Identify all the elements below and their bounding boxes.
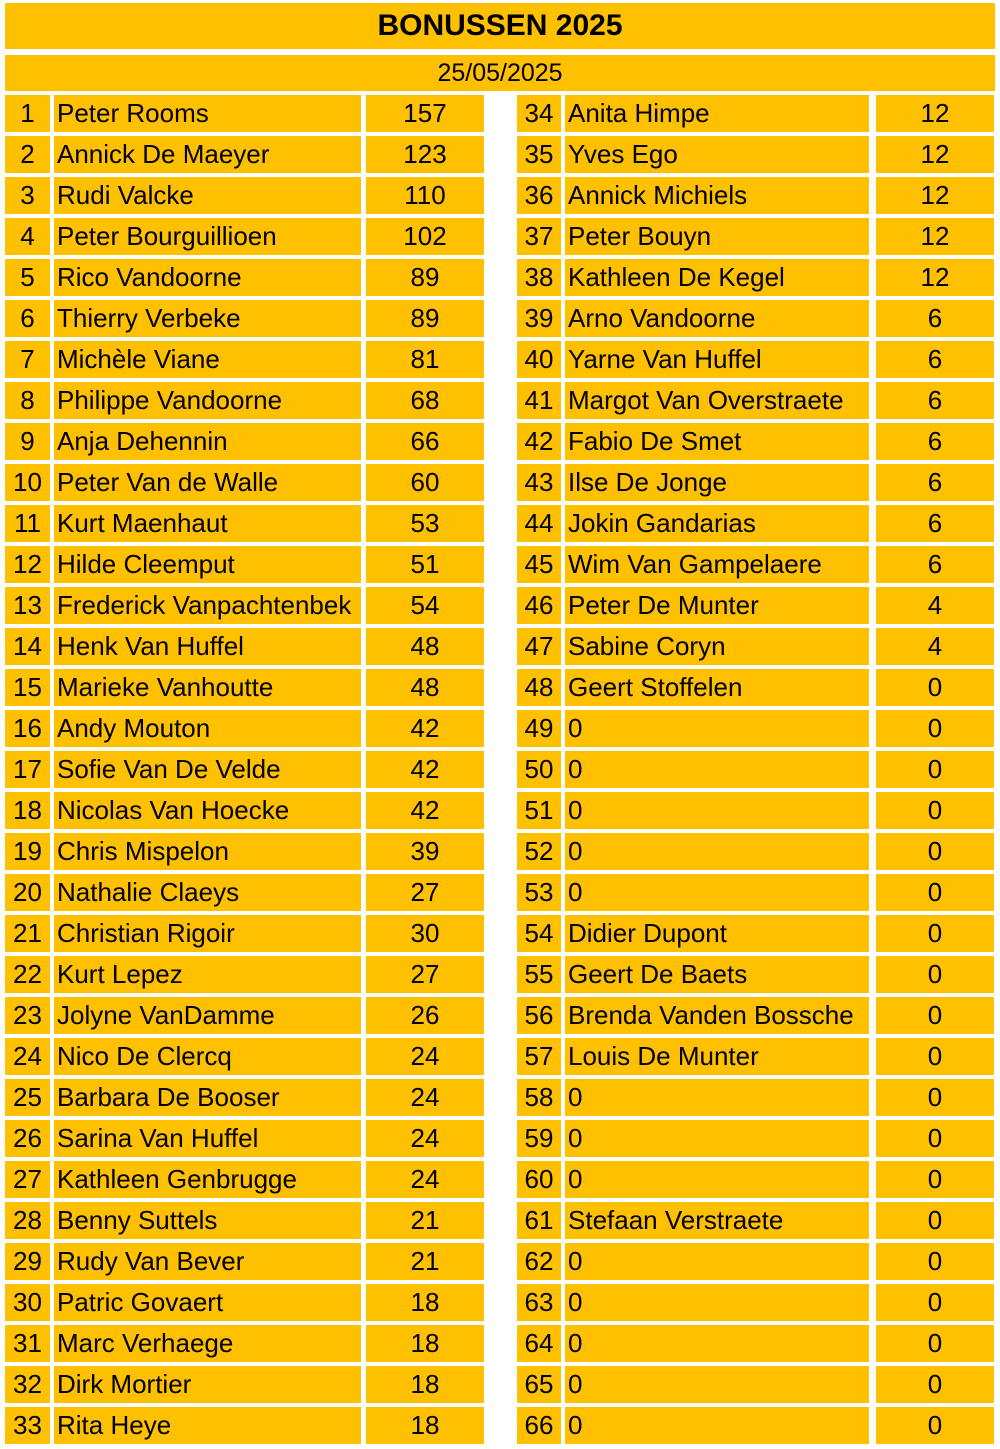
score-cell: 6 (876, 382, 994, 419)
score-cell: 24 (366, 1120, 484, 1157)
score-cell: 30 (366, 915, 484, 952)
table-row (517, 1202, 994, 1239)
table-row (517, 300, 994, 337)
score-cell: 102 (366, 218, 484, 255)
rank-cell: 38 (517, 259, 561, 296)
name-cell: Yves Ego (565, 136, 869, 173)
score-cell: 21 (366, 1243, 484, 1280)
rank-cell: 32 (5, 1366, 50, 1403)
name-cell: Anja Dehennin (54, 423, 361, 460)
table-row (517, 669, 994, 706)
rank-cell: 34 (517, 95, 561, 132)
name-cell: Peter Bouyn (565, 218, 869, 255)
score-cell: 12 (876, 218, 994, 255)
rank-cell: 19 (5, 833, 50, 870)
table-row (517, 464, 994, 501)
table-row (5, 587, 484, 624)
table-row (517, 382, 994, 419)
rank-cell: 66 (517, 1407, 561, 1444)
name-cell: Sarina Van Huffel (54, 1120, 361, 1157)
rank-cell: 1 (5, 95, 50, 132)
score-cell: 18 (366, 1407, 484, 1444)
rank-cell: 49 (517, 710, 561, 747)
table-row (517, 628, 994, 665)
rank-cell: 29 (5, 1243, 50, 1280)
rank-cell: 30 (5, 1284, 50, 1321)
name-cell: Benny Suttels (54, 1202, 361, 1239)
score-cell: 21 (366, 1202, 484, 1239)
rank-cell: 14 (5, 628, 50, 665)
table-row (5, 218, 484, 255)
table-row (5, 1161, 484, 1198)
table-row (517, 956, 994, 993)
name-cell: Geert Stoffelen (565, 669, 869, 706)
score-cell: 0 (876, 1366, 994, 1403)
name-cell: 0 (565, 751, 869, 788)
table-row (517, 259, 994, 296)
rank-cell: 56 (517, 997, 561, 1034)
rank-cell: 13 (5, 587, 50, 624)
table-row (517, 1120, 994, 1157)
table-row (517, 915, 994, 952)
name-cell: Jolyne VanDamme (54, 997, 361, 1034)
name-cell: Rudy Van Bever (54, 1243, 361, 1280)
rank-cell: 61 (517, 1202, 561, 1239)
score-cell: 27 (366, 956, 484, 993)
name-cell: Annick Michiels (565, 177, 869, 214)
score-cell: 0 (876, 669, 994, 706)
rank-cell: 15 (5, 669, 50, 706)
rank-cell: 37 (517, 218, 561, 255)
table-row (5, 874, 484, 911)
name-cell: Sofie Van De Velde (54, 751, 361, 788)
name-cell: 0 (565, 792, 869, 829)
name-cell: Kurt Maenhaut (54, 505, 361, 542)
table-row (5, 341, 484, 378)
name-cell: Michèle Viane (54, 341, 361, 378)
table-row (5, 177, 484, 214)
score-cell: 12 (876, 259, 994, 296)
rank-cell: 6 (5, 300, 50, 337)
table-row (517, 1243, 994, 1280)
name-cell: 0 (565, 874, 869, 911)
score-cell: 123 (366, 136, 484, 173)
rank-cell: 26 (5, 1120, 50, 1157)
table-row (5, 259, 484, 296)
rank-cell: 64 (517, 1325, 561, 1362)
score-cell: 0 (876, 751, 994, 788)
page-title: BONUSSEN 2025 (5, 3, 995, 49)
name-cell: Annick De Maeyer (54, 136, 361, 173)
score-cell: 6 (876, 341, 994, 378)
rank-cell: 48 (517, 669, 561, 706)
rank-cell: 55 (517, 956, 561, 993)
name-cell: Yarne Van Huffel (565, 341, 869, 378)
name-cell: Rita Heye (54, 1407, 361, 1444)
rank-cell: 65 (517, 1366, 561, 1403)
name-cell: Barbara De Booser (54, 1079, 361, 1116)
rank-cell: 25 (5, 1079, 50, 1116)
score-cell: 0 (876, 833, 994, 870)
rank-cell: 2 (5, 136, 50, 173)
score-cell: 12 (876, 95, 994, 132)
table-row (5, 751, 484, 788)
name-cell: Geert De Baets (565, 956, 869, 993)
rank-cell: 58 (517, 1079, 561, 1116)
name-cell: Wim Van Gampelaere (565, 546, 869, 583)
rank-cell: 28 (5, 1202, 50, 1239)
rank-cell: 42 (517, 423, 561, 460)
score-cell: 6 (876, 505, 994, 542)
rank-cell: 41 (517, 382, 561, 419)
name-cell: 0 (565, 1079, 869, 1116)
score-cell: 27 (366, 874, 484, 911)
rank-cell: 53 (517, 874, 561, 911)
rank-cell: 62 (517, 1243, 561, 1280)
ranking-column-right (517, 95, 994, 1448)
rank-cell: 47 (517, 628, 561, 665)
table-row (5, 669, 484, 706)
name-cell: Brenda Vanden Bossche (565, 997, 869, 1034)
table-row (5, 956, 484, 993)
table-row (5, 628, 484, 665)
name-cell: Henk Van Huffel (54, 628, 361, 665)
table-row (517, 1161, 994, 1198)
score-cell: 4 (876, 587, 994, 624)
rank-cell: 46 (517, 587, 561, 624)
rank-cell: 12 (5, 546, 50, 583)
table-row (5, 423, 484, 460)
score-cell: 39 (366, 833, 484, 870)
score-cell: 0 (876, 1038, 994, 1075)
score-cell: 26 (366, 997, 484, 1034)
score-cell: 89 (366, 300, 484, 337)
score-cell: 18 (366, 1366, 484, 1403)
score-cell: 24 (366, 1079, 484, 1116)
rank-cell: 3 (5, 177, 50, 214)
rank-cell: 24 (5, 1038, 50, 1075)
rank-cell: 43 (517, 464, 561, 501)
table-row (517, 997, 994, 1034)
score-cell: 0 (876, 1120, 994, 1157)
name-cell: Thierry Verbeke (54, 300, 361, 337)
name-cell: Peter Van de Walle (54, 464, 361, 501)
score-cell: 51 (366, 546, 484, 583)
name-cell: Patric Govaert (54, 1284, 361, 1321)
score-cell: 0 (876, 710, 994, 747)
score-cell: 54 (366, 587, 484, 624)
table-row (517, 218, 994, 255)
rank-cell: 44 (517, 505, 561, 542)
score-cell: 0 (876, 1079, 994, 1116)
name-cell: Stefaan Verstraete (565, 1202, 869, 1239)
score-cell: 6 (876, 300, 994, 337)
table-row (5, 792, 484, 829)
name-cell: Sabine Coryn (565, 628, 869, 665)
name-cell: 0 (565, 1120, 869, 1157)
name-cell: Fabio De Smet (565, 423, 869, 460)
score-cell: 66 (366, 423, 484, 460)
name-cell: Peter De Munter (565, 587, 869, 624)
table-row (5, 997, 484, 1034)
rank-cell: 5 (5, 259, 50, 296)
table-row (5, 1366, 484, 1403)
score-cell: 42 (366, 792, 484, 829)
rank-cell: 59 (517, 1120, 561, 1157)
ranking-column-left (5, 95, 484, 1448)
rank-cell: 54 (517, 915, 561, 952)
rank-cell: 40 (517, 341, 561, 378)
name-cell: Kathleen De Kegel (565, 259, 869, 296)
name-cell: Nicolas Van Hoecke (54, 792, 361, 829)
score-cell: 0 (876, 792, 994, 829)
score-cell: 0 (876, 997, 994, 1034)
rank-cell: 63 (517, 1284, 561, 1321)
table-row (517, 423, 994, 460)
table-row (5, 546, 484, 583)
table-row (517, 1284, 994, 1321)
table-row (5, 464, 484, 501)
score-cell: 157 (366, 95, 484, 132)
rank-cell: 50 (517, 751, 561, 788)
score-cell: 0 (876, 874, 994, 911)
name-cell: Rico Vandoorne (54, 259, 361, 296)
table-row (5, 1325, 484, 1362)
name-cell: 0 (565, 1366, 869, 1403)
table-row (517, 792, 994, 829)
table-row (5, 1038, 484, 1075)
name-cell: 0 (565, 833, 869, 870)
rank-cell: 18 (5, 792, 50, 829)
table-row (517, 1407, 994, 1444)
table-row (5, 1284, 484, 1321)
name-cell: Anita Himpe (565, 95, 869, 132)
table-row (5, 1243, 484, 1280)
score-cell: 24 (366, 1038, 484, 1075)
table-row (517, 1366, 994, 1403)
score-cell: 18 (366, 1325, 484, 1362)
score-cell: 0 (876, 915, 994, 952)
rank-cell: 31 (5, 1325, 50, 1362)
score-cell: 0 (876, 1325, 994, 1362)
name-cell: Marieke Vanhoutte (54, 669, 361, 706)
rank-cell: 9 (5, 423, 50, 460)
name-cell: Peter Bourguillioen (54, 218, 361, 255)
score-cell: 24 (366, 1161, 484, 1198)
score-cell: 0 (876, 1243, 994, 1280)
table-row (5, 1407, 484, 1444)
table-row (5, 1120, 484, 1157)
rank-cell: 4 (5, 218, 50, 255)
name-cell: Ilse De Jonge (565, 464, 869, 501)
rank-cell: 33 (5, 1407, 50, 1444)
score-cell: 12 (876, 136, 994, 173)
rank-cell: 51 (517, 792, 561, 829)
name-cell: 0 (565, 1284, 869, 1321)
rank-cell: 7 (5, 341, 50, 378)
name-cell: Didier Dupont (565, 915, 869, 952)
rank-cell: 17 (5, 751, 50, 788)
table-row (5, 136, 484, 173)
rank-cell: 36 (517, 177, 561, 214)
name-cell: Andy Mouton (54, 710, 361, 747)
name-cell: Margot Van Overstraete (565, 382, 869, 419)
score-cell: 48 (366, 628, 484, 665)
score-cell: 53 (366, 505, 484, 542)
name-cell: 0 (565, 1407, 869, 1444)
score-cell: 0 (876, 956, 994, 993)
table-row (5, 300, 484, 337)
rank-cell: 23 (5, 997, 50, 1034)
name-cell: Frederick Vanpachtenbek (54, 587, 361, 624)
rank-cell: 16 (5, 710, 50, 747)
score-cell: 4 (876, 628, 994, 665)
table-row (517, 341, 994, 378)
score-cell: 12 (876, 177, 994, 214)
name-cell: Peter Rooms (54, 95, 361, 132)
name-cell: Chris Mispelon (54, 833, 361, 870)
score-cell: 48 (366, 669, 484, 706)
name-cell: Arno Vandoorne (565, 300, 869, 337)
name-cell: 0 (565, 1161, 869, 1198)
name-cell: Dirk Mortier (54, 1366, 361, 1403)
table-row (517, 874, 994, 911)
table-row (517, 1079, 994, 1116)
rank-cell: 20 (5, 874, 50, 911)
name-cell: Christian Rigoir (54, 915, 361, 952)
name-cell: Nathalie Claeys (54, 874, 361, 911)
table-row (5, 915, 484, 952)
rank-cell: 45 (517, 546, 561, 583)
score-cell: 6 (876, 546, 994, 583)
rank-cell: 39 (517, 300, 561, 337)
table-row (517, 546, 994, 583)
score-cell: 0 (876, 1161, 994, 1198)
score-cell: 81 (366, 341, 484, 378)
score-cell: 60 (366, 464, 484, 501)
rank-cell: 11 (5, 505, 50, 542)
score-cell: 110 (366, 177, 484, 214)
table-row (5, 833, 484, 870)
rank-cell: 10 (5, 464, 50, 501)
rank-cell: 35 (517, 136, 561, 173)
table-row (5, 95, 484, 132)
table-row (517, 95, 994, 132)
name-cell: 0 (565, 1325, 869, 1362)
rank-cell: 60 (517, 1161, 561, 1198)
date-banner: 25/05/2025 (5, 55, 995, 91)
table-row (5, 1202, 484, 1239)
table-row (517, 751, 994, 788)
table-row (517, 505, 994, 542)
name-cell: Rudi Valcke (54, 177, 361, 214)
rank-cell: 21 (5, 915, 50, 952)
name-cell: Nico De Clercq (54, 1038, 361, 1075)
table-row (517, 587, 994, 624)
score-cell: 42 (366, 710, 484, 747)
name-cell: 0 (565, 710, 869, 747)
table-row (517, 177, 994, 214)
name-cell: Kurt Lepez (54, 956, 361, 993)
score-cell: 0 (876, 1202, 994, 1239)
rank-cell: 52 (517, 833, 561, 870)
name-cell: 0 (565, 1243, 869, 1280)
score-cell: 42 (366, 751, 484, 788)
rank-cell: 27 (5, 1161, 50, 1198)
table-row (517, 136, 994, 173)
table-row (517, 1325, 994, 1362)
rank-cell: 22 (5, 956, 50, 993)
name-cell: Hilde Cleemput (54, 546, 361, 583)
table-row (5, 1079, 484, 1116)
score-cell: 6 (876, 423, 994, 460)
rank-cell: 57 (517, 1038, 561, 1075)
score-cell: 18 (366, 1284, 484, 1321)
name-cell: Kathleen Genbrugge (54, 1161, 361, 1198)
name-cell: Jokin Gandarias (565, 505, 869, 542)
table-row (5, 382, 484, 419)
name-cell: Louis De Munter (565, 1038, 869, 1075)
name-cell: Marc Verhaege (54, 1325, 361, 1362)
score-cell: 6 (876, 464, 994, 501)
table-row (5, 710, 484, 747)
score-cell: 0 (876, 1284, 994, 1321)
name-cell: Philippe Vandoorne (54, 382, 361, 419)
table-row (5, 505, 484, 542)
score-cell: 0 (876, 1407, 994, 1444)
table-row (517, 1038, 994, 1075)
table-row (517, 833, 994, 870)
table-row (517, 710, 994, 747)
score-cell: 68 (366, 382, 484, 419)
rank-cell: 8 (5, 382, 50, 419)
score-cell: 89 (366, 259, 484, 296)
